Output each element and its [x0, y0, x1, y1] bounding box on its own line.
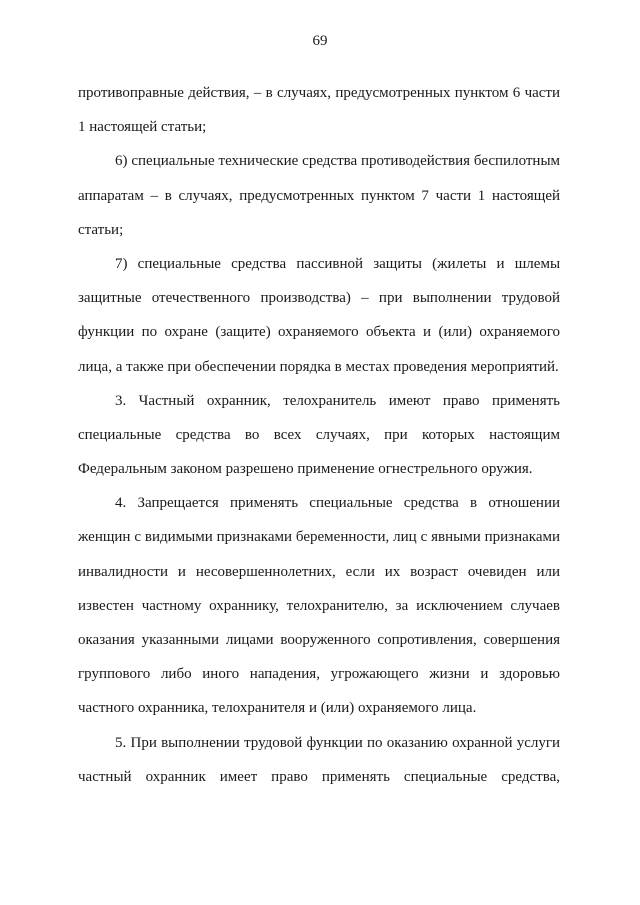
text-line: аппаратам – в случаях, предусмотренных пунктом 7 части 1 настоящей: [78, 187, 560, 204]
text-line: известен частному охраннику, телохранителю, за исключением случаев: [78, 597, 560, 614]
text-line: функции по охране (защите) охраняемого объекта и (или) охраняемого: [78, 324, 560, 341]
text-line: 7) специальные средства пассивной защиты (жилеты и шлемы: [115, 255, 560, 272]
text-line: статьи;: [78, 221, 124, 238]
text-line: Федеральным законом разрешено применение огнестрельного оружия.: [78, 461, 533, 478]
text-line: 5. При выполнении трудовой функции по оказанию охранной услуги: [115, 734, 560, 751]
text-line: 3. Частный охранник, телохранитель имеют право применять: [115, 392, 560, 409]
text-line: частного охранника, телохранителя и (или) охраняемого лица.: [78, 700, 477, 717]
text-line: противоправные действия, – в случаях, предусмотренных пунктом 6 части: [78, 85, 560, 101]
text-line: 4. Запрещается применять специальные средства в отношении: [115, 495, 560, 512]
text-line: женщин с видимыми признаками беременности, лиц с явными признаками: [78, 529, 560, 546]
text-line: оказания указанными лицами вооруженного сопротивления, совершения: [78, 632, 560, 648]
page-number: 69: [312, 33, 328, 49]
text-line: 6) специальные технические средства противодействия беспилотным: [115, 153, 560, 170]
text-line: защитные отечественного производства) – при выполнении трудовой: [78, 290, 560, 307]
text-line: инвалидности и несовершеннолетних, если их возраст очевиден или: [78, 563, 560, 580]
text-line: частный охранник имеет право применять специальные средства,: [78, 768, 560, 785]
text-line: группового либо иного нападения, угрожающего жизни и здоровью: [78, 666, 560, 683]
text-line: 1 настоящей статьи;: [78, 119, 207, 136]
document-body: [78, 76, 560, 794]
text-line: лица, а также при обеспечении порядка в местах проведения мероприятий.: [78, 358, 559, 375]
text-line: специальные средства во всех случаях, при которых настоящим: [78, 426, 560, 443]
